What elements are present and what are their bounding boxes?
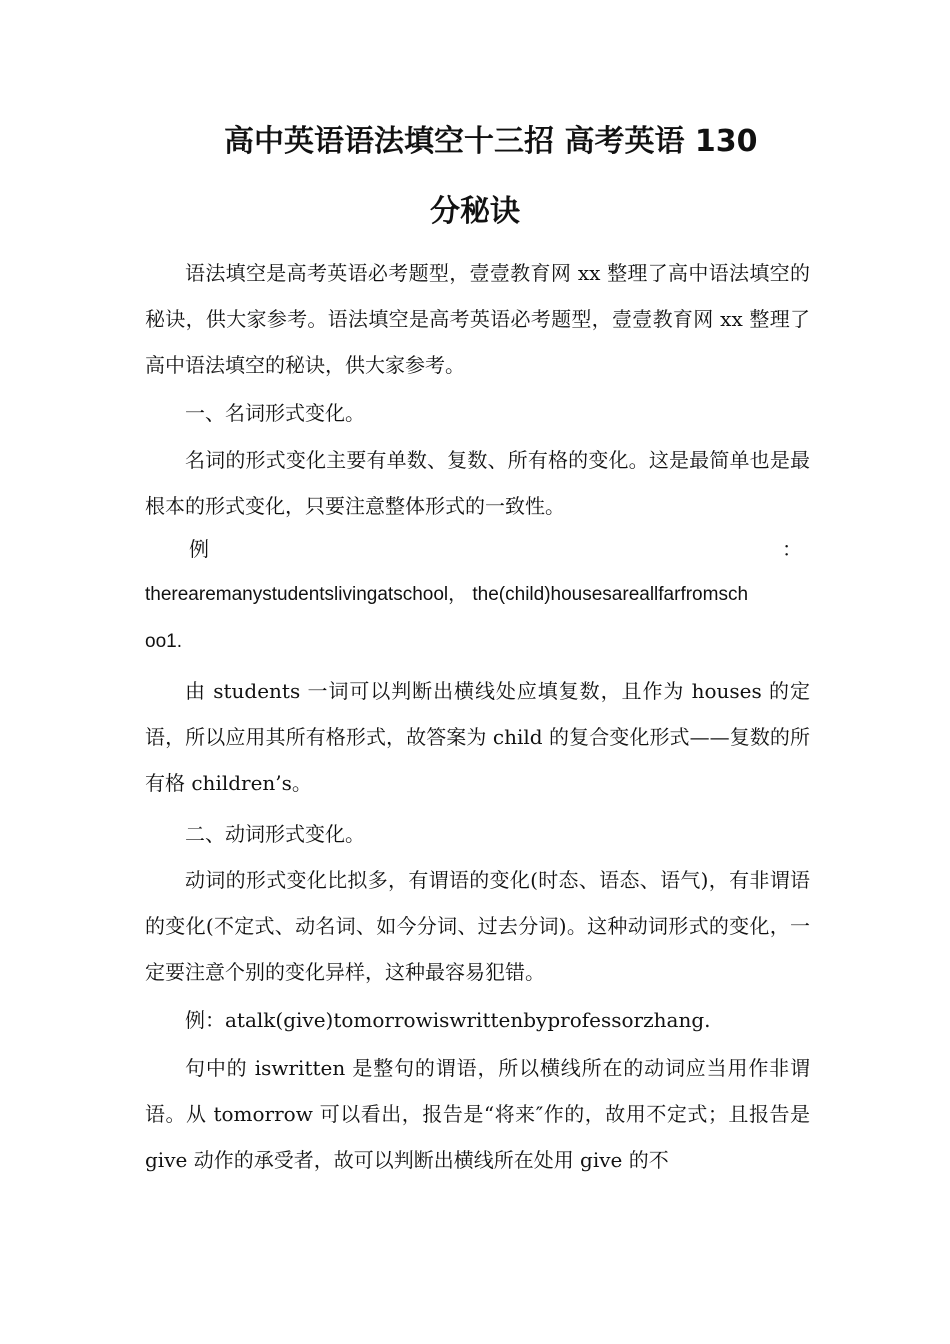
section-heading-verbs: 二、动词形式变化。	[185, 822, 365, 846]
example-2-sentence: 例：atalk(give)tomorrowiswrittenbyprofessorzhang.	[185, 1008, 711, 1032]
document-title-line-1: 高中英语语法填空十三招 高考英语 130	[224, 124, 758, 159]
example-1-sentence-line-2: oo1.	[145, 631, 182, 652]
verbs-explanation-paragraph: 句中的 iswritten 是整句的谓语，所以横线所在的动词应当用作非谓语。从 tomorrow 可以看出，报告是“将来″作的，故用不定式；且报告是 give 动作的承受者，故可以判断出横线所在处用 give 的不	[145, 1056, 810, 1172]
nouns-paragraph: 名词的形式变化主要有单数、复数、所有格的变化。这是最简单也是最根本的形式变化，只要注意整体形式的一致性。	[145, 448, 810, 518]
nouns-explanation-paragraph: 由 students 一词可以判断出横线处应填复数，且作为 houses 的定语，所以应用其所有格形式，故答案为 child 的复合变化形式——复数的所有格 children’s。	[145, 679, 810, 795]
document-title-line-2: 分秘诀	[430, 194, 520, 229]
example-1-colon: ：	[782, 537, 802, 561]
example-1-label: 例	[189, 537, 209, 561]
verbs-paragraph: 动词的形式变化比拟多，有谓语的变化(时态、语态、语气)，有非谓语的变化(不定式、动名词、如今分词、过去分词)。这种动词形式的变化，一定要注意个别的变化异样，这种最容易犯错。	[145, 868, 810, 984]
section-heading-nouns: 一、名词形式变化。	[185, 401, 365, 425]
example-1-sentence-line-1: therearemanystudentslivingatschool， the(child)housesareallfarfromsch	[145, 584, 749, 605]
intro-paragraph: 语法填空是高考英语必考题型，壹壹教育网 xx 整理了高中语法填空的秘诀，供大家参考。语法填空是高考英语必考题型，壹壹教育网 xx 整理了高中语法填空的秘诀，供大家参考。	[145, 261, 810, 377]
